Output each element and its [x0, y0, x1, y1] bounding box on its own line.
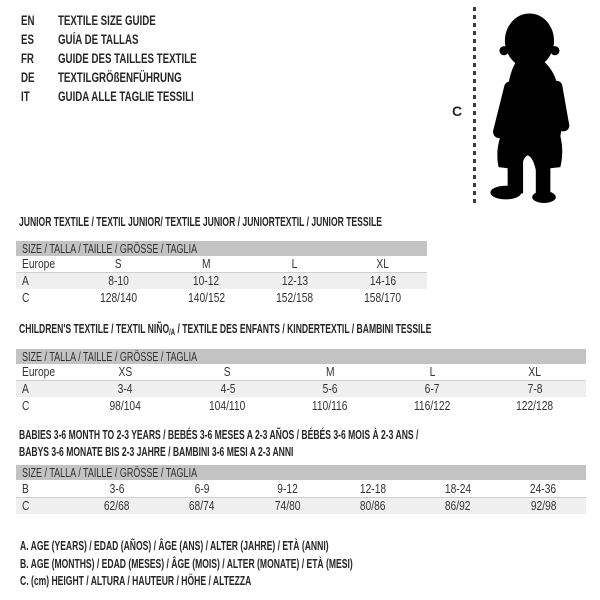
size-cell: M [325, 365, 335, 379]
size-cell: XS [118, 365, 133, 379]
size-cell: 18-24 [444, 481, 472, 496]
size-cell: 6-7 [424, 382, 440, 396]
language-code: EN [21, 13, 35, 28]
legend-line-c: C. (cm) HEIGHT / ALTURA / HAUTEUR / HÖHE / ALTEZZA [20, 573, 252, 588]
size-cell: 128/140 [99, 290, 137, 305]
language-title: GUIDE DES TAILLES TEXTILE [58, 51, 197, 66]
size-cell: L [291, 257, 298, 271]
row-label: B [22, 481, 29, 496]
language-title: TEXTILE SIZE GUIDE [58, 13, 156, 28]
size-cell: 86/92 [445, 499, 471, 513]
size-table-header: SIZE / TALLA / TAILLE / GRÖSSE / TAGLIA [16, 349, 586, 364]
size-cell: 62/68 [103, 499, 130, 513]
size-cell: 4-5 [220, 382, 235, 396]
table-row-height [16, 289, 427, 306]
children-section-title: CHILDREN'S TEXTILE / TEXTIL NIÑO/A / TEXTILE DES ENFANTS / KINDERTEXTIL / BAMBINI TESSILE [19, 321, 432, 337]
junior-size-table [16, 241, 427, 306]
size-cell: 74/80 [274, 499, 301, 513]
size-cell: 5-6 [322, 382, 338, 396]
language-code: IT [21, 89, 30, 104]
language-row [21, 49, 251, 68]
language-title: TEXTILGRÖßENFÜHRUNG [58, 70, 182, 85]
table-row-height [16, 497, 586, 514]
size-cell: 12-18 [359, 481, 386, 496]
size-table-header: SIZE / TALLA / TAILLE / GRÖSSE / TAGLIA [16, 241, 427, 256]
size-cell: 68/74 [189, 499, 215, 513]
children-size-table [16, 349, 586, 414]
language-title: GUÍA DE TALLAS [58, 32, 139, 47]
babies-size-table [16, 465, 586, 514]
row-label: C [22, 398, 30, 413]
size-cell: 12-13 [281, 274, 308, 288]
size-cell: 9-12 [277, 481, 298, 496]
size-cell: 104/110 [209, 398, 246, 413]
size-cell: S [114, 257, 122, 271]
table-row-age [16, 272, 427, 289]
size-cell: XL [528, 365, 542, 379]
size-cell: 7-8 [527, 382, 543, 396]
height-dashed-line [473, 7, 476, 205]
language-title: GUIDA ALLE TAGLIE TESSILI [58, 89, 194, 104]
size-cell: 3-6 [109, 481, 125, 496]
size-cell: S [224, 365, 232, 379]
babies-section-title: BABIES 3-6 MONTH TO 2-3 YEARS / BEBÉS 3-6 MESES A 2-3 AÑOS / BÉBÉS 3-6 MOIS À 2-3 ANS / BABYS 3-6 MONATE BIS 2-3 JAHRE / BAMBINI 3-6 MESI A 2-3 ANNI [19, 427, 419, 459]
row-label: A [22, 382, 29, 396]
table-row-age [16, 380, 586, 397]
size-cell: 98/104 [109, 398, 141, 413]
junior-section-title: JUNIOR TEXTILE / TEXTIL JUNIOR/ TEXTILE JUNIOR / JUNIORTEXTIL / JUNIOR TESSILE [19, 214, 382, 229]
measurement-legend [20, 537, 524, 590]
table-row-months [16, 480, 586, 497]
language-row [21, 68, 251, 87]
size-cell: 10-12 [193, 274, 220, 288]
legend-line-a: A. AGE (YEARS) / EDAD (AÑOS) / ÂGE (ANS) / ALTER (JAHRE) / ETÀ (ANNI) [20, 538, 329, 553]
size-cell: 24-36 [530, 481, 557, 496]
size-cell: 80/86 [359, 499, 386, 513]
language-code: DE [21, 70, 35, 85]
language-code: ES [21, 32, 34, 47]
language-row [21, 87, 251, 106]
size-cell: 140/152 [187, 290, 225, 305]
table-row-europe [16, 256, 427, 272]
row-label: Europe [22, 257, 56, 271]
size-cell: 8-10 [107, 274, 129, 288]
size-cell: 3-4 [117, 382, 133, 396]
table-row-height [16, 397, 586, 414]
size-cell: 122/128 [516, 398, 554, 413]
language-row [21, 30, 251, 49]
size-cell: 92/98 [530, 499, 557, 513]
row-label: C [22, 499, 30, 513]
language-row [21, 11, 251, 30]
size-cell: 110/116 [312, 398, 348, 413]
language-code: FR [21, 51, 34, 66]
language-title-list [21, 11, 251, 106]
size-cell: XL [376, 257, 390, 271]
toddler-silhouette-icon [484, 5, 584, 211]
size-cell: 116/122 [414, 398, 451, 413]
size-cell: 14-16 [369, 274, 396, 288]
size-table-header: SIZE / TALLA / TAILLE / GRÖSSE / TAGLIA [16, 465, 586, 480]
size-cell: L [429, 365, 436, 379]
legend-line-b: B. AGE (MONTHS) / EDAD (MESES) / ÂGE (MOIS) / ALTER (MONATE) / ETÀ (MESI) [20, 555, 353, 571]
table-row-europe [16, 364, 586, 380]
row-label: A [22, 274, 29, 288]
size-cell: 6-9 [194, 481, 210, 496]
row-label: C [22, 290, 30, 305]
subscript-text: /A [169, 327, 176, 337]
size-cell: 152/158 [276, 290, 314, 305]
height-marker-label: C [452, 103, 463, 119]
size-cell: 158/170 [364, 290, 402, 305]
row-label: Europe [22, 365, 56, 379]
size-cell: M [202, 257, 211, 271]
